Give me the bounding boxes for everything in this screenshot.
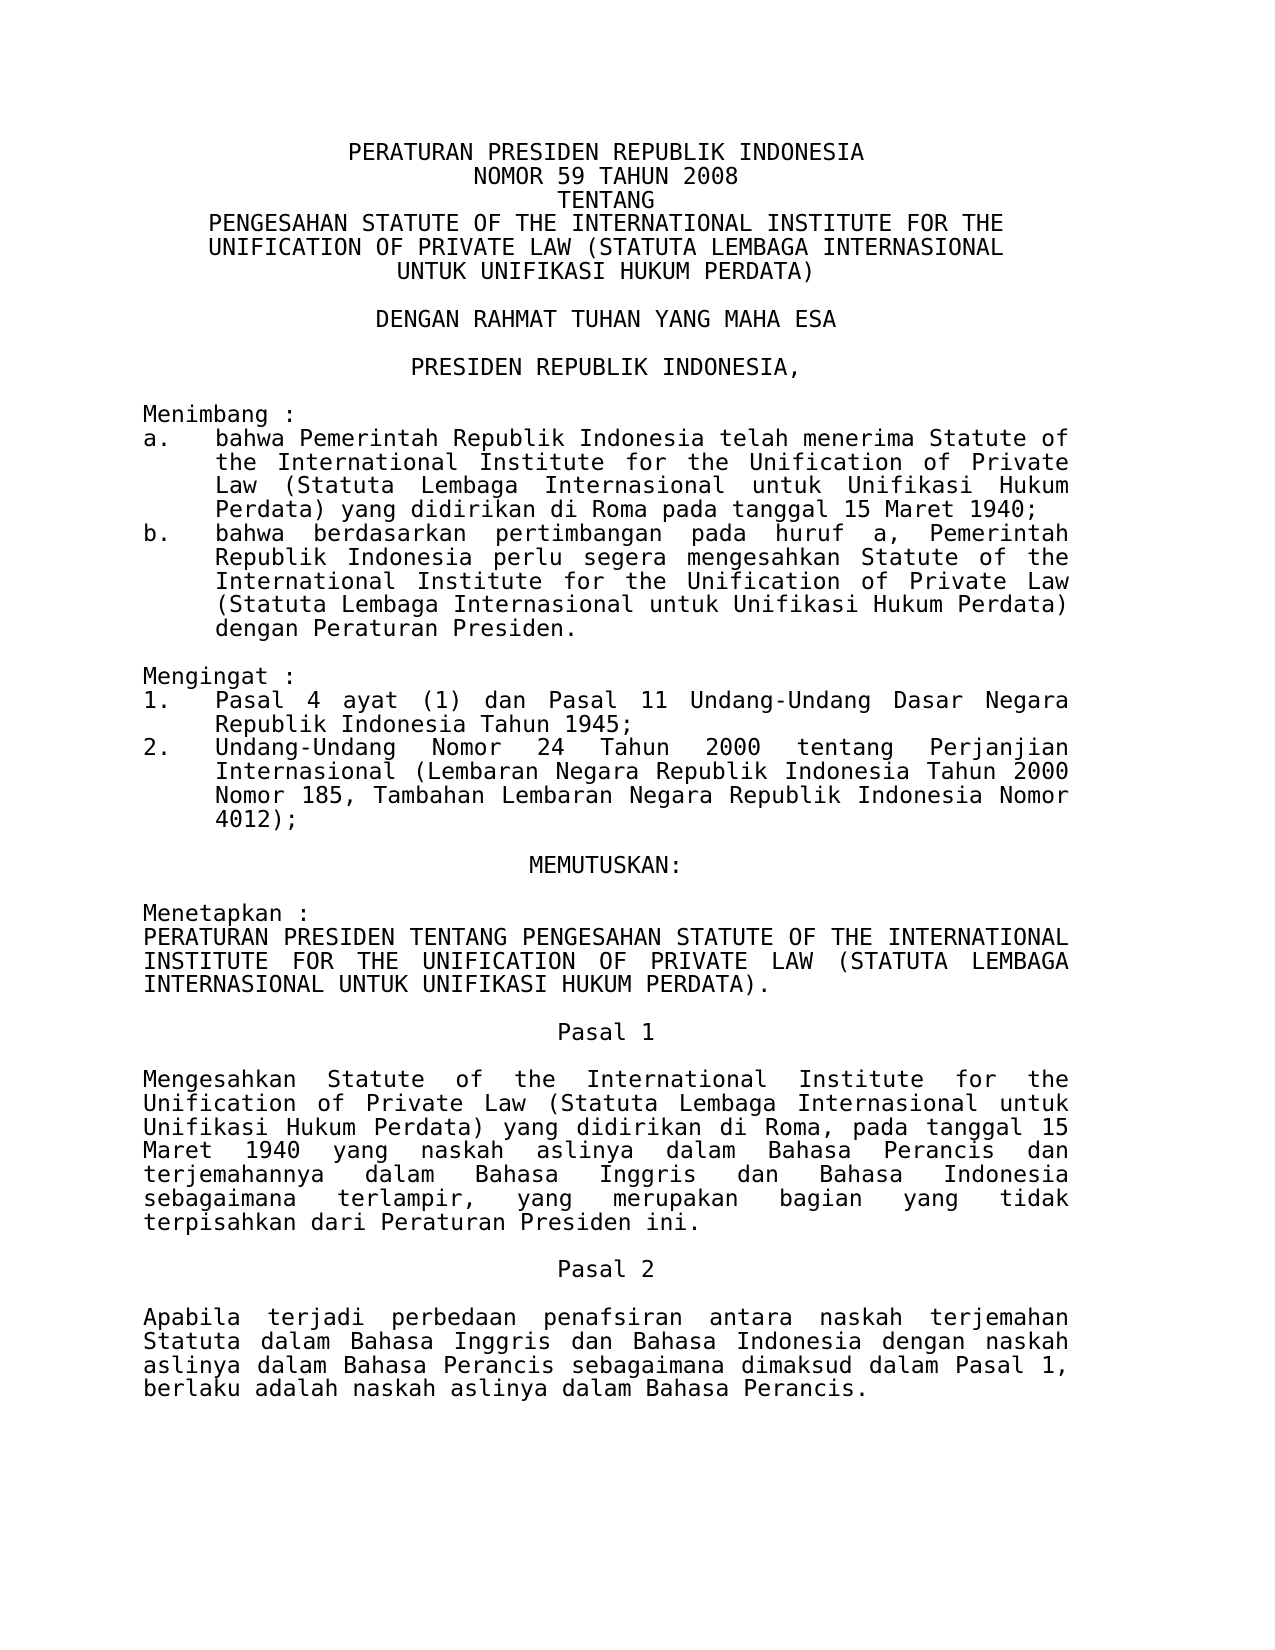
item-line: Law (Statuta Lembaga Internasional untuk Unifikasi Hukum bbox=[215, 472, 1069, 500]
pasal-2-line: Statuta dalam Bahasa Inggris dan Bahasa Indonesia dengan naskah bbox=[143, 1327, 1069, 1355]
mengingat-item bbox=[143, 736, 1069, 831]
item-label: 1. bbox=[143, 686, 171, 714]
memutuskan-heading bbox=[143, 854, 1069, 878]
item-line: Perdata) yang didirikan di Roma pada tanggal 15 Maret 1940; bbox=[215, 496, 1039, 524]
item-line: Undang-Undang Nomor 24 Tahun 2000 tentang Perjanjian bbox=[215, 734, 1069, 762]
item-line: dengan Peraturan Presiden. bbox=[215, 615, 578, 643]
menetapkan-line: PERATURAN PRESIDEN TENTANG PENGESAHAN STATUTE OF THE INTERNATIONAL bbox=[143, 923, 1069, 951]
pasal-1-line: terjemahannya dalam Bahasa Inggris dan Bahasa Indonesia bbox=[143, 1161, 1069, 1189]
menimbang-heading: Menimbang : bbox=[143, 401, 297, 428]
item-label: b. bbox=[143, 519, 171, 547]
item-line: bahwa Pemerintah Republik Indonesia telah menerima Statute of bbox=[215, 424, 1069, 452]
item-label: a. bbox=[143, 424, 171, 452]
pasal-1-line: Unification of Private Law (Statuta Lembaga Internasional untuk bbox=[143, 1089, 1069, 1117]
item-line: 4012); bbox=[215, 805, 299, 833]
item-line: Pasal 4 ayat (1) dan Pasal 11 Undang-Undang Dasar Negara bbox=[215, 686, 1069, 714]
title-line: TENTANG bbox=[557, 186, 655, 214]
item-text bbox=[215, 686, 1069, 738]
pasal-2-heading bbox=[143, 1258, 1069, 1282]
item-line: International Institute for the Unification of Private Law bbox=[215, 567, 1069, 595]
pasal-heading: Pasal 2 bbox=[557, 1256, 655, 1283]
item-text bbox=[215, 519, 1069, 643]
menimbang-item bbox=[143, 519, 1069, 643]
menetapkan-section bbox=[143, 902, 1069, 997]
pasal-2-body bbox=[143, 1306, 1069, 1401]
menimbang-section bbox=[143, 403, 1069, 641]
president-text: PRESIDEN REPUBLIK INDONESIA, bbox=[410, 354, 802, 381]
pasal-1-body bbox=[143, 1068, 1069, 1235]
invocation bbox=[143, 308, 1069, 332]
mengingat-heading: Mengingat : bbox=[143, 663, 297, 690]
title-line: PERATURAN PRESIDEN REPUBLIK INDONESIA bbox=[347, 139, 865, 166]
title-line: UNIFICATION OF PRIVATE LAW (STATUTA LEMBAGA INTERNASIONAL bbox=[208, 234, 1004, 262]
item-line: Republik Indonesia Tahun 1945; bbox=[215, 710, 634, 738]
pasal-2-line: Apabila terjadi perbedaan penafsiran antara naskah terjemahan bbox=[143, 1304, 1069, 1331]
pasal-1-line: Maret 1940 yang naskah aslinya dalam Bahasa Perancis dan bbox=[143, 1137, 1069, 1165]
menimbang-item bbox=[143, 424, 1069, 524]
president-heading bbox=[143, 356, 1069, 380]
item-label: 2. bbox=[143, 734, 171, 762]
title-line: UNTUK UNIFIKASI HUKUM PERDATA) bbox=[396, 257, 816, 285]
pasal-1-line: sebagaimana terlampir, yang merupakan bagian yang tidak bbox=[143, 1184, 1069, 1212]
item-line: Nomor 185, Tambahan Lembaran Negara Republik Indonesia Nomor bbox=[215, 781, 1069, 809]
menetapkan-heading: Menetapkan : bbox=[143, 900, 311, 927]
invocation-text: DENGAN RAHMAT TUHAN YANG MAHA ESA bbox=[375, 306, 837, 333]
item-line: the International Institute for the Unification of Private bbox=[215, 448, 1069, 476]
pasal-1-heading bbox=[143, 1021, 1069, 1045]
item-text bbox=[215, 736, 1069, 831]
document-title bbox=[143, 141, 1069, 284]
menetapkan-line: INTERNASIONAL UNTUK UNIFIKASI HUKUM PERDATA). bbox=[143, 971, 772, 999]
pasal-2-line: aslinya dalam Bahasa Perancis sebagaimana dimaksud dalam Pasal 1, bbox=[143, 1351, 1069, 1379]
item-line: Republik Indonesia perlu segera mengesahkan Statute of the bbox=[215, 543, 1069, 571]
title-line: PENGESAHAN STATUTE OF THE INTERNATIONAL INSTITUTE FOR THE bbox=[208, 210, 1004, 238]
pasal-heading: Pasal 1 bbox=[557, 1019, 655, 1046]
mengingat-section bbox=[143, 665, 1069, 832]
mengingat-item bbox=[143, 686, 1069, 738]
item-text bbox=[215, 424, 1069, 524]
memutuskan-text: MEMUTUSKAN: bbox=[529, 852, 683, 879]
item-line: bahwa berdasarkan pertimbangan pada huruf a, Pemerintah bbox=[215, 519, 1069, 547]
item-line: (Statuta Lembaga Internasional untuk Unifikasi Hukum Perdata) bbox=[215, 591, 1069, 619]
pasal-1-line: terpisahkan dari Peraturan Presiden ini. bbox=[143, 1208, 702, 1236]
title-line: NOMOR 59 TAHUN 2008 bbox=[473, 162, 739, 190]
pasal-2-line: berlaku adalah naskah aslinya dalam Bahasa Perancis. bbox=[143, 1375, 869, 1403]
menetapkan-line: INSTITUTE FOR THE UNIFICATION OF PRIVATE LAW (STATUTA LEMBAGA bbox=[143, 947, 1069, 975]
pasal-1-line: Unifikasi Hukum Perdata) yang didirikan di Roma, pada tanggal 15 bbox=[143, 1113, 1069, 1141]
item-line: Internasional (Lembaran Negara Republik Indonesia Tahun 2000 bbox=[215, 758, 1069, 786]
pasal-1-line: Mengesahkan Statute of the International Institute for the bbox=[143, 1066, 1069, 1093]
